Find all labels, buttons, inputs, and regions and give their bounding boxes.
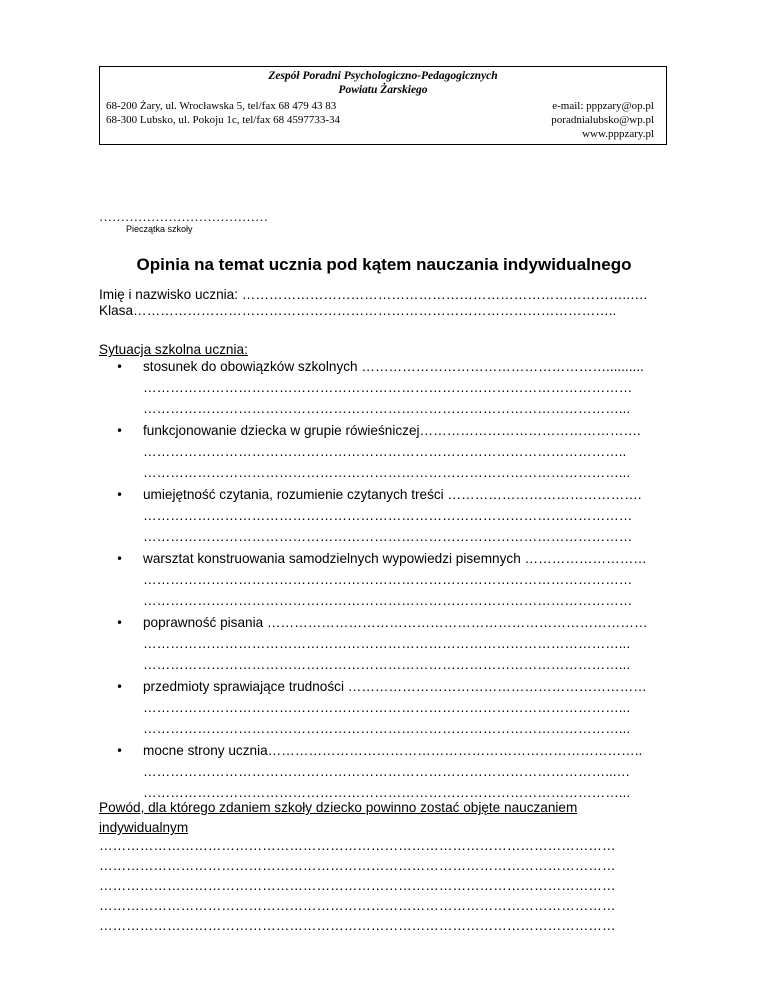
reason-line: ……………………………………………………………………………………………………	[99, 858, 616, 873]
letterhead-box	[99, 66, 667, 145]
item-strengths-line: ……………………………………………………………………………………………...	[143, 785, 631, 800]
item-reading-line: ………………………………………………………………………………………………	[143, 529, 633, 544]
bullet: •	[116, 552, 124, 566]
reason-line: ……………………………………………………………………………………………………	[99, 838, 616, 853]
item-difficult-subjects-label: przedmioty sprawiające trudności …………………………………………………………	[143, 679, 647, 694]
item-reading-line: ………………………………………………………………………………………………	[143, 508, 633, 523]
item-peer-group-label: funkcjonowanie dziecka w grupie rówieśniczej………………………………………….	[143, 423, 641, 438]
institution-district: Powiatu Żarskiego	[338, 84, 428, 96]
item-strengths-line: …………………………………………………………………………………………...…	[143, 764, 631, 779]
item-reading-label: umiejętność czytania, rozumienie czytanych treści …………………………………….	[143, 487, 642, 502]
item-peer-group-line: ……………………………………………………………………………………………..	[143, 444, 627, 459]
student-class-field: Klasa……………………………………………………………………………………………..	[99, 303, 617, 318]
bullet: •	[116, 680, 124, 694]
website: www.pppzary.pl	[582, 128, 654, 140]
item-writing-workshop-line: ………………………………………………………………………………………………	[143, 593, 633, 608]
bullet: •	[116, 360, 124, 374]
bullet: •	[116, 616, 124, 630]
item-spelling-label: poprawność pisania …………………………………………………………………………	[143, 615, 648, 630]
item-obligations-label: stosunek do obowiązków szkolnych ………………………………………………..........	[143, 359, 644, 374]
bullet: •	[116, 424, 124, 438]
bullet: •	[116, 488, 124, 502]
reason-line: ……………………………………………………………………………………………………	[99, 898, 616, 913]
student-name-field: Imię i nazwisko ucznia: …………………………………………………………………………..….	[99, 287, 648, 302]
address-zary: 68-200 Żary, ul. Wrocławska 5, tel/fax 68 479 43 83	[106, 100, 337, 112]
email-zary: e-mail: pppzary@op.pl	[552, 100, 654, 112]
email-lubsko: poradnialubsko@wp.pl	[551, 114, 654, 126]
item-spelling-line: ……………………………………………………………………………………………...	[143, 657, 631, 672]
reason-line: ……………………………………………………………………………………………………	[99, 878, 616, 893]
address-lubsko: 68-300 Lubsko, ul. Pokoju 1c, tel/fax 68 4597733-34	[106, 114, 341, 126]
item-obligations-line: ………………………………………………………………………………………………	[143, 380, 633, 395]
school-stamp-line: …………………………………	[99, 209, 268, 224]
reason-line: ……………………………………………………………………………………………………	[99, 918, 616, 933]
document-title: Opinia na temat ucznia pod kątem nauczania indywidualnego	[136, 255, 632, 274]
reason-heading-continued: indywidualnym	[99, 820, 189, 835]
item-writing-workshop-label: warsztat konstruowania samodzielnych wypowiedzi pisemnych ………………………	[143, 551, 647, 566]
item-peer-group-line: ……………………………………………………………………………………………...	[143, 465, 631, 480]
item-obligations-line: ……………………………………………………………………………………………...	[143, 401, 631, 416]
item-writing-workshop-line: ………………………………………………………………………………………………	[143, 572, 633, 587]
reason-heading: Powód, dla którego zdaniem szkoły dziecko powinno zostać objęte nauczaniem	[99, 800, 578, 815]
school-stamp-label: Pieczątka szkoły	[126, 224, 193, 234]
institution-name: Zespół Poradni Psychologiczno-Pedagogicznych	[268, 70, 498, 82]
item-difficult-subjects-line: ……………………………………………………………………………………………...	[143, 721, 631, 736]
item-spelling-line: ……………………………………………………………………………………………...	[143, 636, 631, 651]
item-difficult-subjects-line: ……………………………………………………………………………………………...	[143, 700, 631, 715]
situation-heading: Sytuacja szkolna ucznia:	[99, 342, 248, 357]
bullet: •	[116, 744, 124, 758]
item-strengths-label: mocne strony ucznia………………………………………………………………………..	[143, 743, 643, 758]
